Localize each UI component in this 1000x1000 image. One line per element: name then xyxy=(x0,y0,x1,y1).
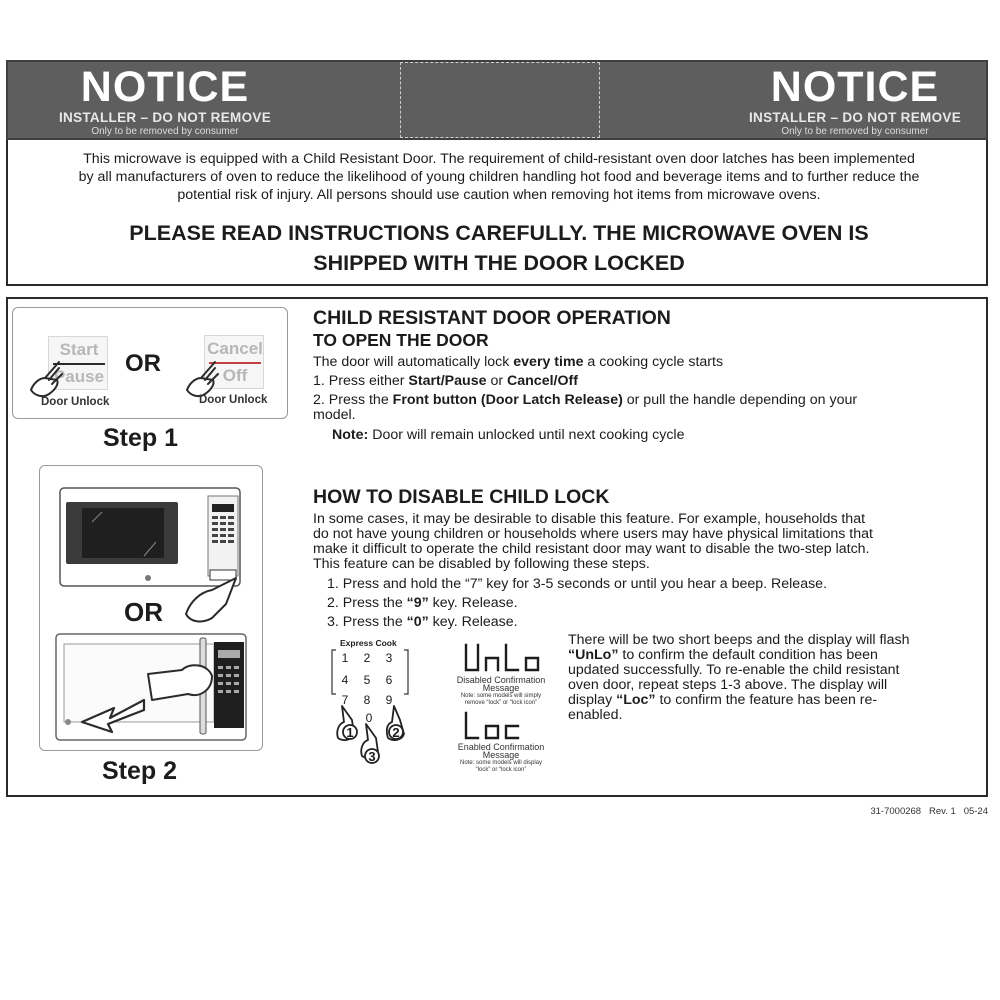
operation-item-2 xyxy=(313,393,857,409)
unlo-display xyxy=(462,642,542,674)
text-emph: “9” xyxy=(406,595,429,611)
tear-area xyxy=(400,62,600,138)
key-label-top: Cancel xyxy=(207,339,263,358)
key-label-bottom: Pause xyxy=(53,367,105,386)
or-label: OR xyxy=(125,350,161,377)
notice-title: NOTICE xyxy=(80,63,250,111)
keypad-key: 0 xyxy=(365,711,373,725)
text-run: display xyxy=(568,692,617,708)
disable-paragraph-line: do not have young children or households where users may have physical limitations that xyxy=(313,526,873,542)
notice-right xyxy=(725,64,985,138)
step1-title: Step 1 xyxy=(103,424,179,452)
display-caption: Message xyxy=(482,750,520,760)
doc-number: 31-7000268 xyxy=(870,806,922,817)
intro-box xyxy=(6,140,988,286)
text-run: or xyxy=(486,373,507,389)
keypad-key: 3 xyxy=(385,651,393,665)
disable-paragraph-line: make it difficult to operate the child resistant door may want to disable the two-step latch. xyxy=(313,541,870,557)
notice-small: Only to be removed by consumer xyxy=(91,126,239,137)
loc-display xyxy=(462,710,532,742)
display-note: remove “lock” or “lock icon” xyxy=(464,700,538,706)
confirm-line: oven door, repeat steps 1-3 above. The display will xyxy=(568,677,888,693)
step2-title: Step 2 xyxy=(102,757,178,785)
notice-title: NOTICE xyxy=(770,63,940,111)
step-badge: 3 xyxy=(368,749,376,764)
confirm-line: There will be two short beeps and the display will flash xyxy=(568,632,910,648)
operation-note xyxy=(332,428,684,444)
notice-subtitle: INSTALLER – DO NOT REMOVE xyxy=(58,110,271,125)
text-emph: Cancel/Off xyxy=(507,373,578,389)
disable-paragraph-line: This feature can be disabled by following these steps. xyxy=(313,556,650,572)
text-run: The door will automatically lock xyxy=(313,354,514,370)
text-emph: “Loc” xyxy=(616,692,656,708)
lcd-text: Loc xyxy=(492,730,494,731)
keypad-key: 6 xyxy=(385,673,393,687)
note-label: Note: xyxy=(332,427,369,443)
text-run: a cooking cycle starts xyxy=(583,354,724,370)
intro-heading xyxy=(20,218,978,278)
display-caption: Disabled Confirmation xyxy=(456,675,546,685)
door-unlock-label: Door Unlock xyxy=(41,396,110,408)
disable-heading: HOW TO DISABLE CHILD LOCK xyxy=(313,486,610,508)
text-run: key. Release. xyxy=(428,614,518,630)
keypad-key: 1 xyxy=(341,651,349,665)
confirm-line: updated successfully. To re-enable the child resistant xyxy=(568,662,900,678)
disable-paragraph-line: In some cases, it may be desirable to disable this feature. For example, households that xyxy=(313,511,866,527)
text-run: key. Release. xyxy=(428,595,518,611)
key-label-top: Start xyxy=(59,340,99,359)
text-run: 3. Press the xyxy=(327,614,407,630)
text-run: to confirm the default condition has been xyxy=(618,647,878,663)
display-note: Note: some models will display xyxy=(459,760,543,766)
confirm-line: enabled. xyxy=(568,707,623,723)
lcd-text: UnLo xyxy=(502,662,505,663)
disable-step-3 xyxy=(327,615,518,631)
step1-panel xyxy=(12,307,288,419)
intro-paragraph xyxy=(20,150,978,204)
operation-heading: CHILD RESISTANT DOOR OPERATION xyxy=(313,307,671,329)
intro-line: potential risk of injury. All persons should use caution when removing hot items from microwave ovens. xyxy=(177,187,821,203)
notice-small: Only to be removed by consumer xyxy=(781,126,929,137)
operation-item-2-cont: model. xyxy=(313,407,356,423)
text-run: 2. Press the xyxy=(327,595,407,611)
door-unlock-label: Door Unlock xyxy=(199,394,268,406)
keypad-key: 9 xyxy=(385,693,393,707)
operation-line xyxy=(313,355,723,371)
notice-banner xyxy=(6,60,988,140)
note-text: Door will remain unlocked until next cooking cycle xyxy=(368,427,685,443)
disable-step-2 xyxy=(327,596,518,612)
key-label-bottom: Off xyxy=(222,366,248,385)
keypad-key: 5 xyxy=(363,673,371,687)
keypad-key: 4 xyxy=(341,673,349,687)
text-run: 2. Press the xyxy=(313,392,393,408)
text-run: 1. Press either xyxy=(313,373,409,389)
step-badge: 2 xyxy=(392,725,400,740)
operation-subheading: TO OPEN THE DOOR xyxy=(313,330,489,350)
doc-rev: Rev. 1 xyxy=(929,806,956,817)
step2-panel xyxy=(39,465,263,751)
display-note: Note: some models will simply xyxy=(460,693,542,699)
display-note: “lock” or “lock icon” xyxy=(475,767,527,773)
disable-step-1: 1. Press and hold the “7” key for 3-5 seconds or until you hear a beep. Release. xyxy=(327,576,828,592)
text-run: to confirm the feature has been re- xyxy=(655,692,878,708)
intro-line: by all manufacturers of oven to reduce the likelihood of young children handling hot food and beverage items and to further reduce the xyxy=(78,169,920,185)
intro-heading-line: PLEASE READ INSTRUCTIONS CAREFULLY. THE MICROWAVE OVEN IS xyxy=(129,221,869,245)
display-caption: Enabled Confirmation xyxy=(457,742,545,752)
notice-subtitle: INSTALLER – DO NOT REMOVE xyxy=(748,110,961,125)
intro-heading-line: SHIPPED WITH THE DOOR LOCKED xyxy=(313,251,685,275)
text-emph: Start/Pause xyxy=(408,373,487,389)
step-badge: 1 xyxy=(346,725,354,740)
intro-line: This microwave is equipped with a Child Resistant Door. The requirement of child-resistant oven door latches has been implemented xyxy=(83,151,915,167)
text-emph: Front button (Door Latch Release) xyxy=(392,392,623,408)
text-run: or pull the handle depending on your xyxy=(622,392,858,408)
text-emph: “UnLo” xyxy=(568,647,619,663)
text-emph: “0” xyxy=(406,614,429,630)
or-label: OR xyxy=(124,597,163,627)
keypad-key: 2 xyxy=(363,651,371,665)
keypad-title: Express Cook xyxy=(340,638,397,648)
text-emph: every time xyxy=(513,354,584,370)
notice-left xyxy=(35,64,295,138)
display-caption: Message xyxy=(482,683,520,693)
doc-date: 05-24 xyxy=(963,806,988,817)
document-footer xyxy=(820,806,988,817)
keypad-key: 7 xyxy=(341,693,349,707)
operation-item-1 xyxy=(313,374,578,390)
keypad-key: 8 xyxy=(363,693,371,707)
